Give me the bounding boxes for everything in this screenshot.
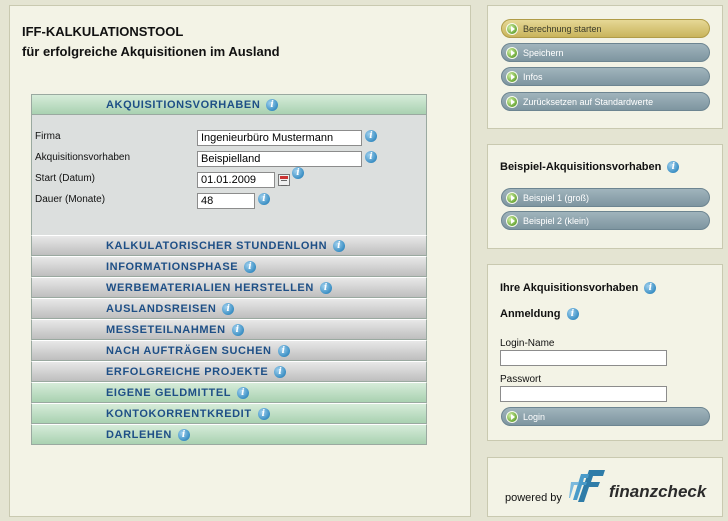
acc-header-geldmittel[interactable] xyxy=(31,382,427,403)
button-label: Zurücksetzen auf Standardwerte xyxy=(523,96,654,107)
info-icon[interactable]: i xyxy=(222,303,234,315)
acc-header-label: AUSLANDSREISEN xyxy=(106,302,217,315)
arrow-right-icon xyxy=(506,47,518,59)
password-label: Passwort xyxy=(500,374,542,385)
info-icon[interactable]: i xyxy=(667,161,679,173)
info-icon[interactable]: i xyxy=(278,345,290,357)
acc-header-akquisitionsvorhaben[interactable] xyxy=(31,94,427,115)
brand-name: finanzcheck xyxy=(609,482,707,501)
reset-defaults-button[interactable] xyxy=(501,92,710,111)
examples-panel xyxy=(487,144,723,249)
start-date-label: Start (Datum) xyxy=(35,173,96,184)
acc-header-projekte[interactable] xyxy=(31,361,427,382)
duration-label: Dauer (Monate) xyxy=(35,194,106,205)
info-icon[interactable]: i xyxy=(320,282,332,294)
info-icon[interactable]: i xyxy=(292,167,304,179)
actions-panel xyxy=(487,5,723,129)
button-label: Beispiel 2 (klein) xyxy=(523,215,590,226)
start-date-input[interactable] xyxy=(197,172,275,188)
info-icon[interactable]: i xyxy=(266,99,278,111)
acc-header-label: EIGENE GELDMITTEL xyxy=(106,386,232,399)
info-icon[interactable]: i xyxy=(365,151,377,163)
acc-header-label: WERBEMATERIALIEN HERSTELLEN xyxy=(106,281,314,294)
login-name-label: Login-Name xyxy=(500,338,555,349)
akquisitionsvorhaben-input[interactable] xyxy=(197,151,362,167)
acc-body-akquisitionsvorhaben xyxy=(31,115,427,235)
main-panel xyxy=(9,5,471,517)
acc-header-kontokorrentkredit[interactable] xyxy=(31,403,427,424)
info-icon[interactable]: i xyxy=(274,366,286,378)
button-label: Login xyxy=(523,411,546,422)
login-button[interactable] xyxy=(501,407,710,426)
account-title xyxy=(500,282,656,294)
start-calculation-button[interactable] xyxy=(501,19,710,38)
examples-title xyxy=(500,161,679,173)
info-icon[interactable]: i xyxy=(567,308,579,320)
brand-panel xyxy=(487,457,723,517)
acc-header-darlehen[interactable] xyxy=(31,424,427,445)
info-icon[interactable]: i xyxy=(644,282,656,294)
app-title: IFF-KALKULATIONSTOOL xyxy=(22,24,184,39)
login-name-input[interactable] xyxy=(500,350,667,366)
akquisitionsvorhaben-label: Akquisitionsvorhaben xyxy=(35,152,131,163)
acc-header-werbematerialien[interactable] xyxy=(31,277,427,298)
arrow-right-icon xyxy=(506,71,518,83)
info-icon[interactable]: i xyxy=(237,387,249,399)
arrow-right-icon xyxy=(506,411,518,423)
examples-title-label: Beispiel-Akquisitionsvorhaben xyxy=(500,161,662,173)
acc-header-informationsphase[interactable] xyxy=(31,256,427,277)
firma-input[interactable] xyxy=(197,130,362,146)
button-label: Berechnung starten xyxy=(523,23,602,34)
acc-header-auslandsreisen[interactable] xyxy=(31,298,427,319)
button-label: Speichern xyxy=(523,47,564,58)
acc-header-label: MESSETEILNAHMEN xyxy=(106,323,226,336)
acc-header-label: KALKULATORISCHER STUNDENLOHN xyxy=(106,239,328,252)
finanzcheck-logo xyxy=(569,468,706,504)
info-icon[interactable]: i xyxy=(232,324,244,336)
calendar-icon[interactable] xyxy=(278,174,290,186)
app-subtitle: für erfolgreiche Akquisitionen im Ausland xyxy=(22,44,280,59)
firma-label: Firma xyxy=(35,131,61,142)
password-input[interactable] xyxy=(500,386,667,402)
acc-header-label: DARLEHEN xyxy=(106,428,172,441)
example-2-button[interactable] xyxy=(501,211,710,230)
infos-button[interactable] xyxy=(501,67,710,86)
acc-header-label: KONTOKORRENTKREDIT xyxy=(106,407,252,420)
info-icon[interactable]: i xyxy=(258,408,270,420)
save-button[interactable] xyxy=(501,43,710,62)
acc-header-stundenlohn[interactable] xyxy=(31,235,427,256)
login-heading-label: Anmeldung xyxy=(500,308,561,320)
arrow-right-icon xyxy=(506,192,518,204)
arrow-right-icon xyxy=(506,96,518,108)
account-title-label: Ihre Akquisitionsvorhaben xyxy=(500,282,639,294)
arrow-right-icon xyxy=(506,215,518,227)
acc-header-label: INFORMATIONSPHASE xyxy=(106,260,239,273)
button-label: Beispiel 1 (groß) xyxy=(523,192,590,203)
account-panel xyxy=(487,264,723,441)
login-heading xyxy=(500,308,579,320)
acc-header-messeteilnahmen[interactable] xyxy=(31,319,427,340)
info-icon[interactable]: i xyxy=(365,130,377,142)
info-icon[interactable]: i xyxy=(178,429,190,441)
info-icon[interactable]: i xyxy=(258,193,270,205)
duration-input[interactable] xyxy=(197,193,255,209)
acc-header-label: ERFOLGREICHE PROJEKTE xyxy=(106,365,269,378)
acc-header-auftraege[interactable] xyxy=(31,340,427,361)
info-icon[interactable]: i xyxy=(244,261,256,273)
powered-by-text: powered by xyxy=(505,492,562,504)
accordion xyxy=(31,94,427,445)
button-label: Infos xyxy=(523,71,543,82)
arrow-right-icon xyxy=(506,23,518,35)
example-1-button[interactable] xyxy=(501,188,710,207)
acc-header-label: AKQUISITIONSVORHABEN xyxy=(106,98,261,111)
finanzcheck-logo-mark xyxy=(569,468,607,504)
info-icon[interactable]: i xyxy=(333,240,345,252)
acc-header-label: NACH AUFTRÄGEN SUCHEN xyxy=(106,344,272,357)
